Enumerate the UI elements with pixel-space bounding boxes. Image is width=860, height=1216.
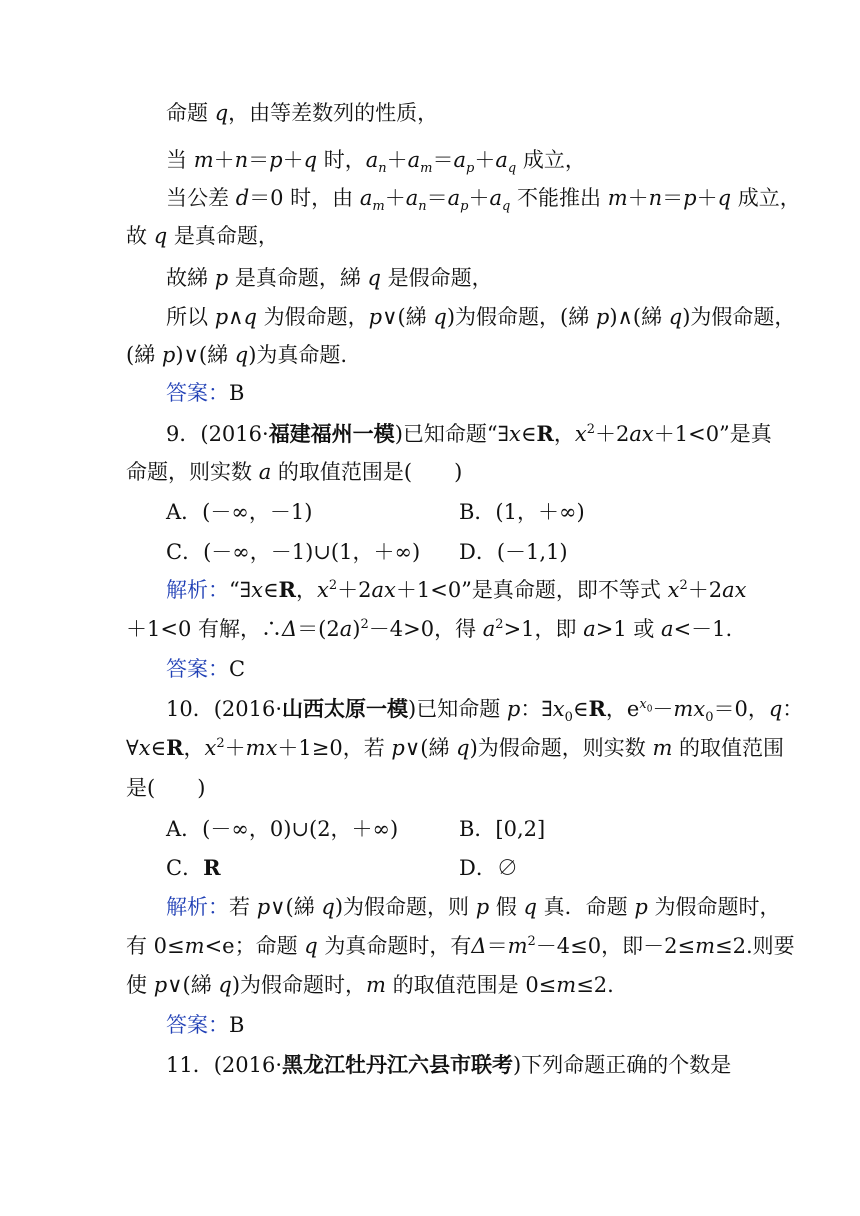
answer-label: 答案：: [166, 381, 229, 405]
question-9-option-b: B．(1，＋∞): [459, 500, 585, 524]
answer-value: B: [229, 381, 245, 405]
solution-line-1: 命题 q，由等差数列的性质，: [166, 101, 439, 125]
question-9-analysis-1: 解析：“∃x∈R，$x^2+2ax+1<0$”是真命题，即不等式 $x^2+2ax$: [166, 577, 747, 602]
answer-q10: [166, 1010, 244, 1040]
question-10-analysis-2: 有 0≤m<e；命题 q 为真命题时，有$\Delta=m^2-4\le 0$，即－2≤m≤2.则要: [126, 934, 795, 958]
question-10-analysis-3: 使 p∨(綈 q)为假命题时，m 的取值范围是 0≤m≤2.: [126, 973, 614, 997]
solution-line-6: 所以 p∧q 为假命题，p∨(綈 q)为假命题，(綈 p)∧(綈 q)为假命题，: [166, 305, 796, 329]
question-9-option-c: C．(－∞，－1)∪(1，＋∞): [166, 540, 421, 564]
question-10-option-d: D．∅: [459, 856, 518, 880]
question-9-stem-1: 9．(2016·福建福州一模)已知命题“∃x∈R，$x^2+2ax+1<0$”是真: [166, 421, 772, 446]
solution-line-7: (綈 p)∨(綈 q)为真命题.: [126, 343, 348, 367]
answer-q9: [166, 654, 245, 684]
question-10-stem-3: 是( ): [126, 776, 206, 800]
question-10-option-a: A．(－∞，0)∪(2，＋∞): [166, 817, 399, 841]
question-10-option-c: C．R: [166, 855, 221, 880]
question-10-stem-2: ∀x∈R，$x^2+mx+1\ge 0$，若 p∨(綈 q)为假命题，则实数 m 的取值范围: [126, 735, 785, 760]
solution-line-2: 当 m＋n＝p＋q 时，$a_n+a_m=a_p+a_q$ 成立，: [166, 148, 586, 177]
question-10-stem-1: 10．(2016·山西太原一模)已知命题 p：$\exists x_0\in R$，$e^{x_0}-mx_0=0$，q：: [166, 696, 804, 726]
question-9-option-a: A．(－∞，－1): [166, 500, 313, 524]
solution-line-4: 故 q 是真命题，: [126, 224, 279, 248]
answer-label: 答案：: [166, 1013, 229, 1037]
question-11-stem-1: 11．(2016·黑龙江牡丹江六县市联考)下列命题正确的个数是: [166, 1052, 732, 1077]
answer-label: 答案：: [166, 657, 229, 681]
question-9-option-d: D．(－1,1): [459, 540, 568, 564]
answer-q8: [166, 378, 244, 408]
question-9-analysis-2: ＋1<0 有解，$\therefore\Delta=(2a)^2-4>0$，得 $a^2>1$，即 a>1 或 a<－1.: [126, 617, 733, 641]
question-10-analysis-1: 解析：若 p∨(綈 q)为假命题，则 p 假 q 真．命题 p 为假命题时，: [166, 895, 781, 919]
question-9-stem-2: 命题，则实数 a 的取值范围是( ): [126, 460, 463, 484]
solution-line-3: 当公差 d＝0 时，由 $a_m+a_n=a_p+a_q$ 不能推出 m＋n＝p＋q 成立，: [166, 186, 801, 215]
solution-line-5: 故綈 p 是真命题，綈 q 是假命题，: [166, 266, 493, 290]
answer-value: C: [229, 657, 246, 681]
question-10-option-b: B．[0,2]: [459, 817, 546, 841]
answer-value: B: [229, 1013, 245, 1037]
